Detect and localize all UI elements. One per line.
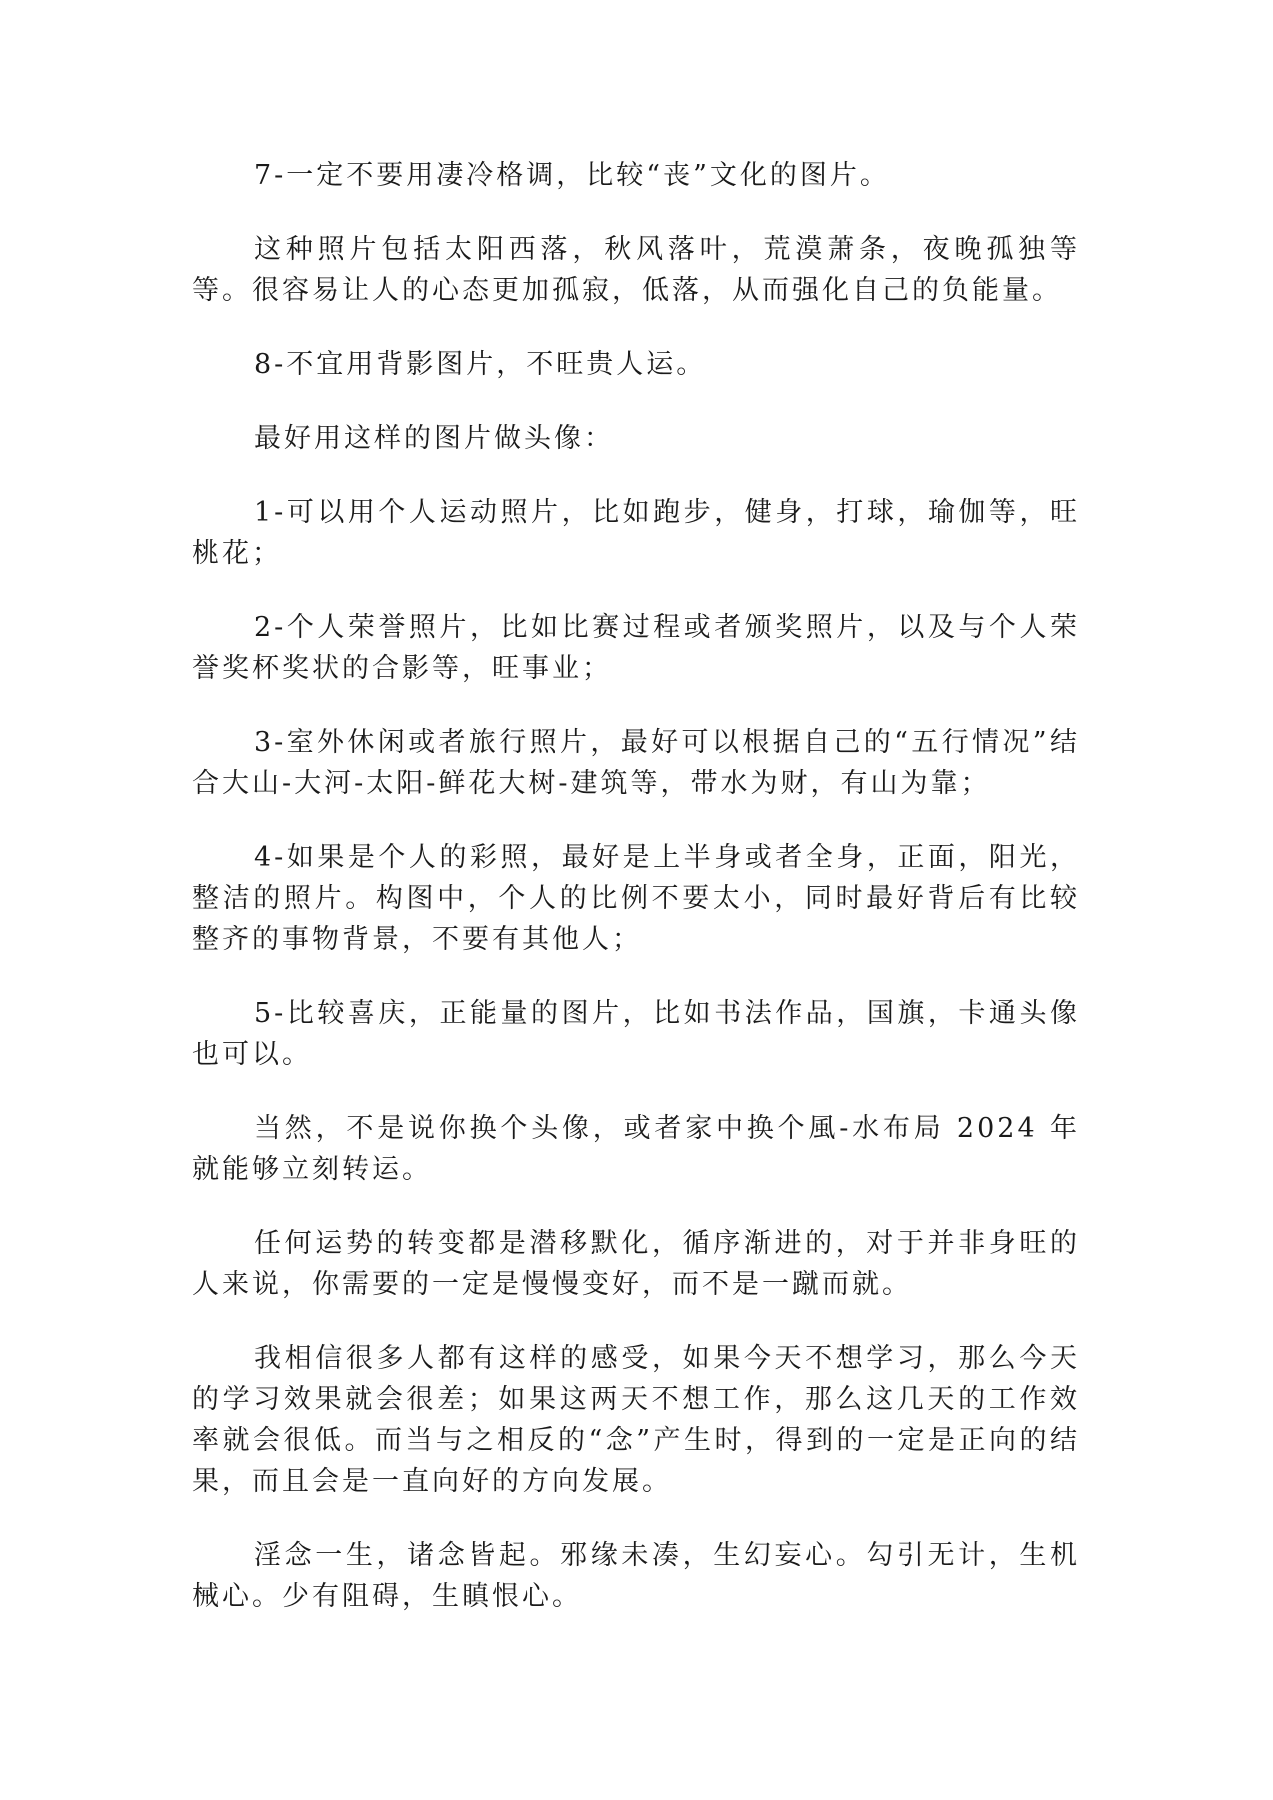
paragraph: 1-可以用个人运动照片，比如跑步，健身，打球，瑜伽等，旺桃花； xyxy=(192,497,1080,569)
paragraph: 7-一定不要用凄冷格调，比较“丧”文化的图片。 xyxy=(254,160,890,191)
paragraph: 5-比较喜庆，正能量的图片，比如书法作品，国旗，卡通头像也可以。 xyxy=(192,998,1080,1070)
paragraph: 这种照片包括太阳西落，秋风落叶，荒漠萧条，夜晚孤独等等。很容易让人的心态更加孤寂，低落，从而强化自己的负能量。 xyxy=(192,234,1080,306)
document-body xyxy=(192,155,1080,1650)
paragraph: 任何运势的转变都是潜移默化，循序渐进的，对于并非身旺的人来说，你需要的一定是慢慢变好，而不是一蹴而就。 xyxy=(192,1228,1080,1300)
paragraph: 2-个人荣誉照片，比如比赛过程或者颁奖照片，以及与个人荣誉奖杯奖状的合影等，旺事业； xyxy=(192,612,1080,684)
paragraph: 淫念一生，诸念皆起。邪缘未凑，生幻妄心。勾引无计，生机械心。少有阻碍，生瞋恨心。 xyxy=(192,1540,1080,1612)
paragraph: 3-室外休闲或者旅行照片，最好可以根据自己的“五行情况”结合大山-大河-太阳-鲜花大树-建筑等，带水为财，有山为靠； xyxy=(192,727,1080,799)
paragraph: 当然，不是说你换个头像，或者家中换个風-水布局 2024 年就能够立刻转运。 xyxy=(192,1113,1080,1185)
paragraph: 我相信很多人都有这样的感受，如果今天不想学习，那么今天的学习效果就会很差；如果这两天不想工作，那么这几天的工作效率就会很低。而当与之相反的“念”产生时，得到的一定是正向的结果，而且会是一直向好的方向发展。 xyxy=(192,1343,1080,1497)
paragraph: 最好用这样的图片做头像： xyxy=(254,423,614,454)
paragraph: 4-如果是个人的彩照，最好是上半身或者全身，正面，阳光，整洁的照片。构图中，个人的比例不要太小，同时最好背后有比较整齐的事物背景，不要有其他人； xyxy=(192,842,1080,955)
paragraph: 8-不宜用背影图片，不旺贵人运。 xyxy=(254,349,707,380)
